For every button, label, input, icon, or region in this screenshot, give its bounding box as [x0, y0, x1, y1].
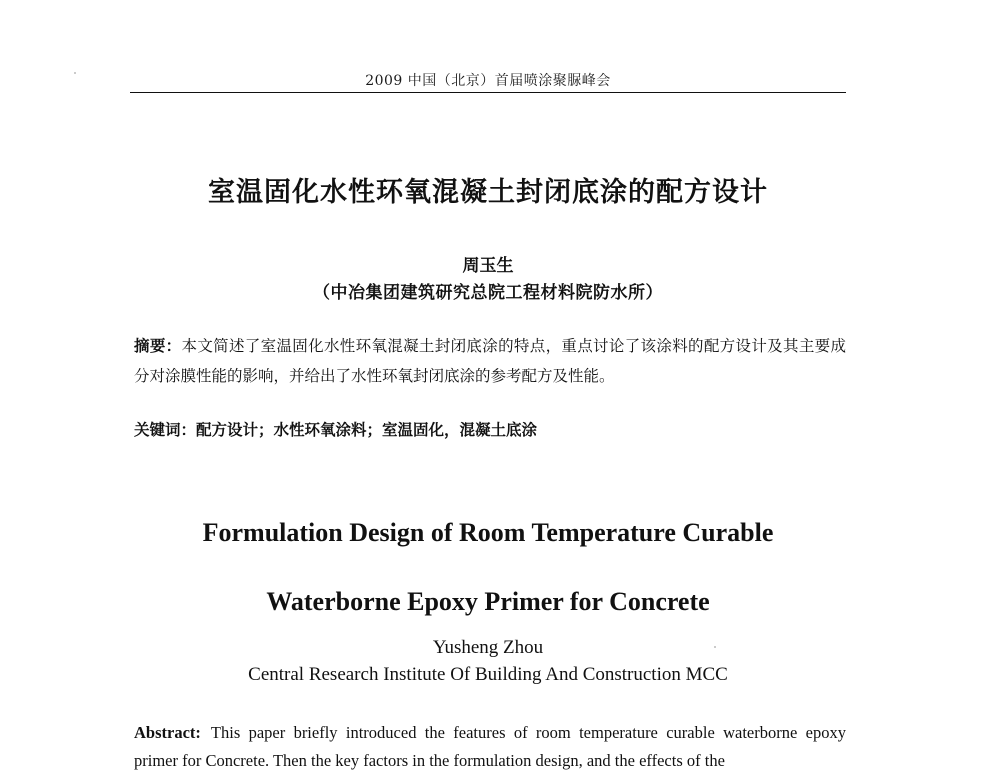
- scan-speck: [74, 72, 76, 74]
- chinese-abstract-label: 摘要：: [134, 336, 182, 355]
- english-title-line1: Formulation Design of Room Temperature Curable: [202, 518, 774, 547]
- chinese-affiliation: （中冶集团建筑研究总院工程材料院防水所）: [313, 283, 663, 303]
- chinese-title: 室温固化水性环氧混凝土封闭底涂的配方设计: [208, 177, 768, 208]
- english-abstract-text: This paper briefly introduced the features of room temperature curable waterborne epoxy primer for Concrete. Then the key factors in the formulation design, and the effects of the: [134, 723, 846, 770]
- english-abstract: [134, 719, 846, 775]
- english-affiliation: Central Research Institute Of Building And Construction MCC: [248, 664, 728, 685]
- header-rule: [130, 92, 846, 93]
- running-header: 2009 中国（北京）首届喷涂聚脲峰会: [365, 73, 611, 89]
- chinese-author: 周玉生: [462, 256, 514, 276]
- scan-speck: [714, 646, 716, 648]
- chinese-abstract-text: 本文简述了室温固化水性环氧混凝土封闭底涂的特点，重点讨论了该涂料的配方设计及其主要成分对涂膜性能的影响，并给出了水性环氧封闭底涂的参考配方及性能。: [134, 337, 846, 385]
- chinese-abstract: [134, 331, 846, 391]
- english-author: Yusheng Zhou: [432, 637, 544, 658]
- chinese-keywords: [134, 417, 846, 443]
- english-abstract-label: Abstract:: [134, 723, 201, 742]
- chinese-keywords-text: 配方设计；水性环氧涂料；室温固化，混凝土底涂: [196, 420, 538, 439]
- chinese-keywords-label: 关键词：: [134, 420, 197, 439]
- english-title-line2: Waterborne Epoxy Primer for Concrete: [266, 587, 710, 616]
